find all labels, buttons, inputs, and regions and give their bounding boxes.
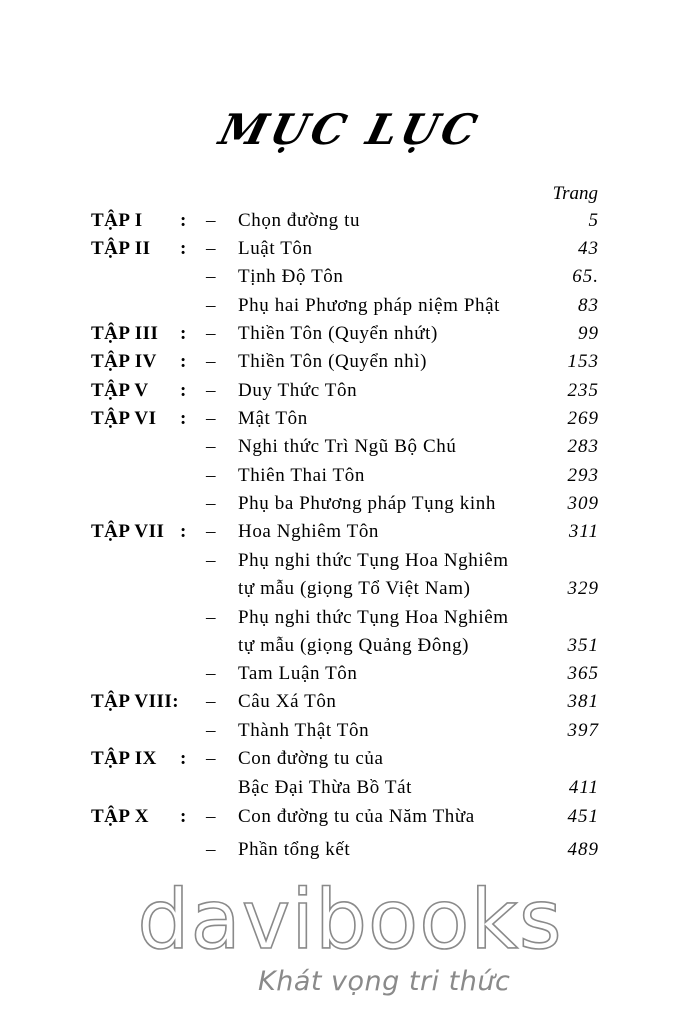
entry-title: Nghi thức Trì Ngũ Bộ Chú (238, 436, 457, 457)
page-number: 5 (588, 210, 599, 231)
toc-row (0, 405, 700, 433)
volume-label: TẬP VII (91, 521, 165, 542)
page-title: MỤC LỤC (214, 105, 486, 154)
entry-title: Hoa Nghiêm Tôn (238, 521, 380, 542)
toc-row (0, 604, 700, 632)
entry-title: Thiền Tôn (Quyển nhứt) (238, 323, 438, 344)
entry-title: tự mẫu (giọng Tổ Việt Nam) (238, 578, 471, 599)
page-number: 269 (567, 408, 599, 429)
colon: : (180, 323, 187, 344)
dash: – (206, 436, 216, 457)
toc-row (0, 320, 700, 348)
toc-row (0, 836, 700, 864)
toc-row (0, 292, 700, 320)
toc-row (0, 803, 700, 831)
entry-title: Con đường tu của Năm Thừa (238, 806, 475, 827)
page-number: 351 (567, 635, 599, 656)
page-number: 365 (567, 663, 599, 684)
colon: : (180, 380, 187, 401)
toc-row (0, 717, 700, 745)
page-number: 309 (567, 493, 599, 514)
volume-label: TẬP VI (91, 408, 157, 429)
toc-row (0, 235, 700, 263)
colon: : (180, 521, 187, 542)
dash: – (206, 521, 216, 542)
toc-row (0, 688, 700, 716)
entry-title: Tam Luận Tôn (238, 663, 358, 684)
watermark-brand: davibooks (137, 873, 563, 968)
dash: – (206, 663, 216, 684)
page-number: 235 (567, 380, 599, 401)
entry-title: Bậc Đại Thừa Bồ Tát (238, 777, 413, 798)
dash: – (206, 806, 216, 827)
dash: – (206, 839, 216, 860)
toc-row (0, 547, 700, 575)
entry-title: Thành Thật Tôn (238, 720, 370, 741)
toc-row (0, 632, 700, 660)
dash: – (206, 748, 216, 769)
dash: – (206, 465, 216, 486)
toc-row (0, 518, 700, 546)
entry-title: Câu Xá Tôn (238, 691, 337, 712)
page-number: 311 (568, 521, 599, 542)
toc-row (0, 774, 700, 802)
dash: – (206, 351, 216, 372)
page-number: 99 (578, 323, 599, 344)
volume-label: TẬP V (91, 380, 149, 401)
entry-title: Luật Tôn (238, 238, 313, 259)
page-number: 411 (568, 777, 599, 798)
dash: – (206, 720, 216, 741)
dash: – (206, 408, 216, 429)
toc-row (0, 207, 700, 235)
page-number: 329 (567, 578, 599, 599)
dash: – (206, 607, 216, 628)
dash: – (206, 295, 216, 316)
entry-title: tự mẫu (giọng Quảng Đông) (238, 635, 470, 656)
volume-label: TẬP IV (91, 351, 157, 372)
page-number: 153 (567, 351, 599, 372)
entry-title: Phụ nghi thức Tụng Hoa Nghiêm (238, 607, 509, 628)
colon: : (180, 748, 187, 769)
toc-row (0, 377, 700, 405)
toc-row (0, 433, 700, 461)
colon: : (180, 210, 187, 231)
toc-row (0, 348, 700, 376)
entry-title: Phụ ba Phương pháp Tụng kinh (238, 493, 496, 514)
entry-title: Thiên Thai Tôn (238, 465, 365, 486)
dash: – (206, 691, 216, 712)
entry-title: Phần tổng kết (238, 839, 351, 860)
page-number: 43 (578, 238, 599, 259)
toc-row (0, 575, 700, 603)
volume-label: TẬP III (91, 323, 159, 344)
entry-title: Mật Tôn (238, 408, 308, 429)
dash: – (206, 550, 216, 571)
entry-title: Con đường tu của (238, 748, 384, 769)
toc-row (0, 462, 700, 490)
page-number: 397 (567, 720, 599, 741)
dash: – (206, 493, 216, 514)
toc-row (0, 745, 700, 773)
toc-row (0, 660, 700, 688)
entry-title: Thiền Tôn (Quyển nhì) (238, 351, 428, 372)
dash: – (206, 238, 216, 259)
dash: – (206, 323, 216, 344)
colon: : (180, 806, 187, 827)
dash: – (206, 266, 216, 287)
toc-row (0, 263, 700, 291)
toc-row (0, 490, 700, 518)
dash: – (206, 380, 216, 401)
volume-label: TẬP VIII: (91, 691, 180, 712)
volume-label: TẬP IX (91, 748, 157, 769)
colon: : (180, 408, 187, 429)
entry-title: Tịnh Độ Tôn (238, 266, 344, 287)
page-number: 283 (567, 436, 599, 457)
entry-title: Phụ nghi thức Tụng Hoa Nghiêm (238, 550, 509, 571)
page-number: 83 (578, 295, 599, 316)
entry-title: Phụ hai Phương pháp niệm Phật (238, 295, 501, 316)
entry-title: Duy Thức Tôn (238, 380, 358, 401)
page-number: 489 (567, 839, 599, 860)
dash: – (206, 210, 216, 231)
page-number: 293 (567, 465, 599, 486)
page-number: 451 (567, 806, 599, 827)
volume-label: TẬP II (91, 238, 151, 259)
colon: : (180, 238, 187, 259)
entry-title: Chọn đường tu (238, 210, 361, 231)
volume-label: TẬP I (91, 210, 143, 231)
colon: : (180, 351, 187, 372)
page-column-header: Trang (552, 183, 598, 204)
volume-label: TẬP X (91, 806, 149, 827)
watermark-tagline: Khát vọng tri thức (258, 966, 511, 997)
page-number: 65. (572, 266, 599, 287)
page-number: 381 (567, 691, 599, 712)
